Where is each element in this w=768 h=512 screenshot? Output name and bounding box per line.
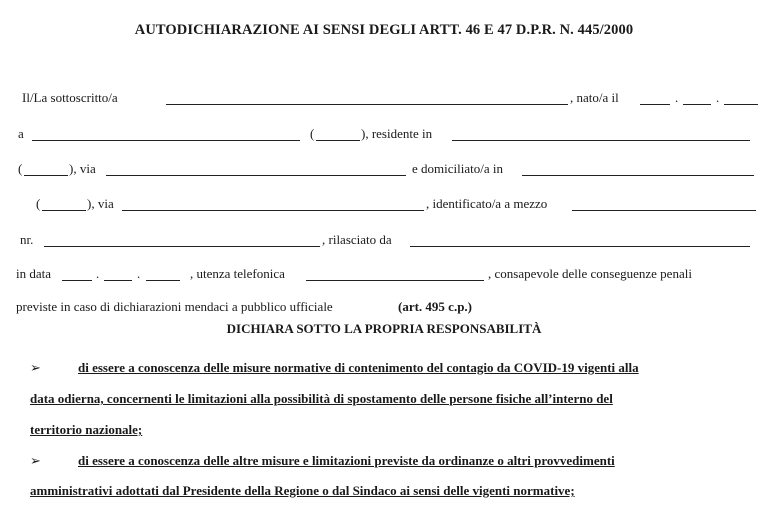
arrow-bullet-icon: ➢ <box>30 453 41 468</box>
label-a: a <box>18 126 24 141</box>
paren-open-1: ( <box>310 126 315 141</box>
id-number-blank[interactable] <box>44 246 320 247</box>
date-sep-2: . <box>716 90 720 105</box>
text-articolo: (art. 495 c.p.) <box>398 299 473 314</box>
label-utenza: , utenza telefonica <box>190 266 285 281</box>
declaration-heading: DICHIARA SOTTO LA PROPRIA RESPONSABILITÀ <box>226 321 542 336</box>
bullet-1-line-2: data odierna, concernenti le limitazioni alla possibilità di spostamento delle persone fisiche all’interno del <box>30 391 613 406</box>
bullet-1-line-3: territorio nazionale; <box>30 422 143 437</box>
id-document-blank[interactable] <box>572 210 756 211</box>
paren-open-2: ( <box>18 161 23 176</box>
label-nato: , nato/a il <box>570 90 619 105</box>
birth-year-blank[interactable] <box>724 104 758 105</box>
label-identificato: , identificato/a a mezzo <box>426 196 548 211</box>
issue-year-blank[interactable] <box>146 280 180 281</box>
label-rilasciato: , rilasciato da <box>322 232 392 247</box>
issue-day-blank[interactable] <box>62 280 92 281</box>
label-domiciliato: e domiciliato/a in <box>412 161 503 176</box>
issue-month-blank[interactable] <box>104 280 132 281</box>
label-consapevole: , consapevole delle conseguenze penali <box>488 266 692 281</box>
issue-date-sep-2: . <box>137 266 141 281</box>
residence-province-blank[interactable] <box>24 175 68 176</box>
birth-place-blank[interactable] <box>32 140 300 141</box>
form-title: AUTODICHIARAZIONE AI SENSI DEGLI ARTT. 46 E 47 D.P.R. N. 445/2000 <box>134 22 634 38</box>
phone-blank[interactable] <box>306 280 484 281</box>
label-via-1: ), via <box>69 161 96 176</box>
issue-date-sep-1: . <box>96 266 100 281</box>
name-blank[interactable] <box>166 104 568 105</box>
text-previste: previste in caso di dichiarazioni mendaci a pubblico ufficiale <box>16 299 333 314</box>
domicile-street-blank[interactable] <box>122 210 424 211</box>
issued-by-blank[interactable] <box>410 246 750 247</box>
label-via-2: ), via <box>87 196 114 211</box>
residence-street-blank[interactable] <box>106 175 406 176</box>
domicile-city-blank[interactable] <box>522 175 754 176</box>
birth-day-blank[interactable] <box>640 104 670 105</box>
date-sep-1: . <box>675 90 679 105</box>
bullet-2-line-2: amministrativi adottati dal Presidente della Regione o dal Sindaco ai sensi delle vigenti normative; <box>30 483 575 498</box>
label-in-data: in data <box>16 266 52 281</box>
bullet-2-line-1: di essere a conoscenza delle altre misure e limitazioni previste da ordinanze o altri provvedimenti <box>78 453 615 468</box>
birth-province-blank[interactable] <box>316 140 360 141</box>
paren-open-3: ( <box>36 196 41 211</box>
residence-city-blank[interactable] <box>452 140 750 141</box>
bullet-1-line-1: di essere a conoscenza delle misure normative di contenimento del contagio da COVID-19 vigenti alla <box>78 360 639 375</box>
birth-month-blank[interactable] <box>683 104 711 105</box>
label-nr: nr. <box>20 232 34 247</box>
label-residente: ), residente in <box>361 126 433 141</box>
domicile-province-blank[interactable] <box>42 210 86 211</box>
arrow-bullet-icon: ➢ <box>30 360 41 375</box>
label-sottoscritto: Il/La sottoscritto/a <box>22 90 118 105</box>
